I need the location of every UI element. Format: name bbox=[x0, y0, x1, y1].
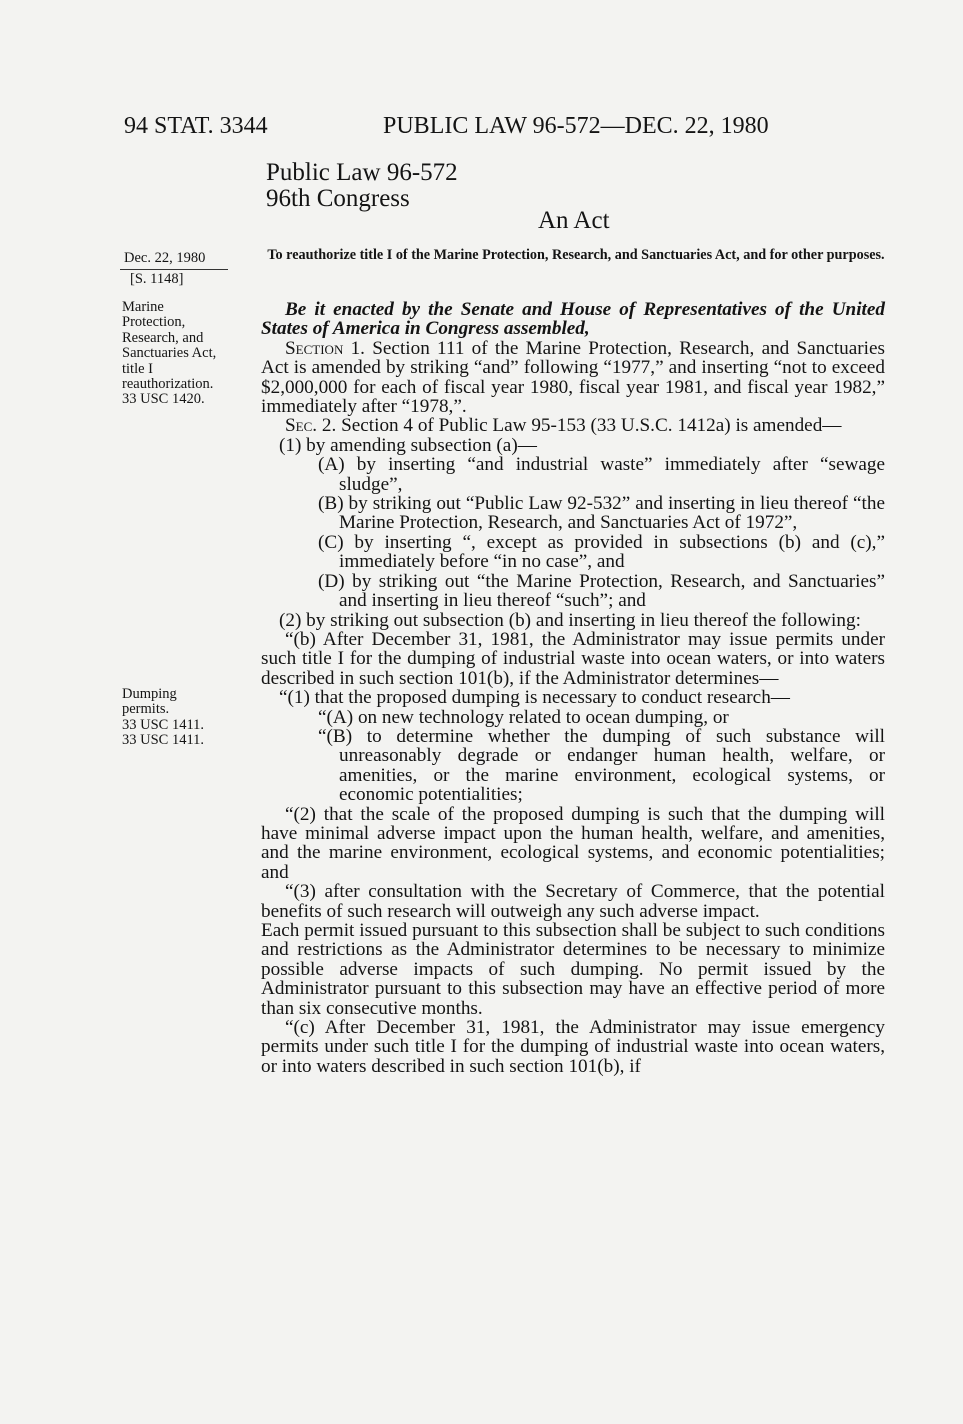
quoted-subsection-c: “(c) After December 31, 1981, the Administrator may issue emergency permits under such title I for the dumping of industrial waste into ocean waters, or into waters described in such section 101(b), if bbox=[261, 1017, 885, 1077]
subparagraph-d: (D) by striking out “the Marine Protection, Research, and Sanctuaries” and inserting in lieu thereof “such”; and bbox=[318, 570, 885, 612]
subparagraph-a: (A) by inserting “and industrial waste” immediately after “sewage sludge”, bbox=[318, 454, 885, 495]
section-1 bbox=[261, 339, 885, 417]
paragraph-1: (1) by amending subsection (a)— bbox=[279, 434, 537, 456]
permit-conditions: Each permit issued pursuant to this subsection shall be subject to such conditions and restrictions as the Administrator determines to be necessary to minimize possible adverse impacts of such dumping. No permit issued by the Administrator pursuant to this subsection may have an effective period of more than six consecutive months. bbox=[261, 920, 885, 1019]
quoted-paragraph-2: “(2) that the scale of the proposed dumping is such that the dumping will have minimal adverse impact upon the human health, welfare, and amenities, and the marine environment, ecological systems, and economic potentialities; and bbox=[261, 803, 885, 883]
section-2-text: Section 4 of Public Law 95-153 (33 U.S.C. 1412a) is amended— bbox=[336, 415, 842, 437]
act-purpose: To reauthorize title I of the Marine Protection, Research, and Sanctuaries Act, and for other purposes. bbox=[267, 247, 885, 263]
quoted-subparagraph-b: “(B) to determine whether the dumping of such substance will unreasonably degrade or endanger human health, welfare, or amenities, or the marine environment, ecological systems, or economic potentialities; bbox=[318, 725, 885, 806]
subparagraph-b: (B) by striking out “Public Law 92-532” and inserting in lieu thereof “the Marine Protection, Research, and Sanctuaries Act of 1972”, bbox=[318, 493, 885, 534]
margin-line: Dumping bbox=[122, 686, 177, 702]
quoted-paragraph-3: “(3) after consultation with the Secretary of Commerce, that the potential benefits of such research will outweigh any such adverse impact. bbox=[261, 881, 885, 922]
margin-line: 33 USC 1420. bbox=[122, 391, 205, 408]
margin-divider bbox=[120, 269, 228, 270]
section-1-label: Section 1. bbox=[285, 337, 365, 359]
subparagraph-c: (C) by inserting “, except as provided in subsections (b) and (c),” immediately before “in no case”, and bbox=[318, 531, 885, 573]
statute-citation: 94 STAT. 3344 bbox=[124, 113, 268, 139]
section-2-label: Sec. 2. bbox=[285, 415, 337, 437]
margin-date: Dec. 22, 1980 bbox=[124, 250, 206, 266]
margin-note-dumping bbox=[122, 687, 252, 749]
public-law-number: Public Law 96-572 bbox=[266, 159, 458, 186]
margin-line: Sanctuaries Act, bbox=[122, 345, 217, 362]
margin-line: reauthorization. bbox=[122, 376, 214, 393]
enacting-clause: Be it enacted by the Senate and House of Representatives of the United States of America in Congress assembled, bbox=[261, 299, 885, 340]
margin-bill-number: [S. 1148] bbox=[130, 271, 184, 287]
congress-number: 96th Congress bbox=[266, 185, 410, 212]
margin-line: Protection, bbox=[122, 314, 186, 331]
margin-line: title I bbox=[122, 360, 154, 377]
margin-line: permits. bbox=[122, 701, 170, 718]
margin-line: Research, and bbox=[122, 329, 204, 346]
quoted-subsection-b: “(b) After December 31, 1981, the Administrator may issue permits under such title I for the dumping of industrial waste into ocean waters, or into waters described in such section 101(b), if the Administrator determines— bbox=[261, 628, 885, 689]
paragraph-2: (2) by striking out subsection (b) and inserting in lieu thereof the following: bbox=[279, 609, 861, 631]
section-1-text: Section 111 of the Marine Protection, Research, and Sanctuaries Act is amended by striking “and” following “1977,” and inserting “not to exceed $2,000,000 for each of fiscal year 1980, fiscal year 1981, and fiscal year 1982,” immediately after “1978,”. bbox=[261, 337, 885, 418]
margin-line: 33 USC 1411. bbox=[122, 716, 205, 733]
quoted-paragraph-1: “(1) that the proposed dumping is necessary to conduct research— bbox=[279, 687, 790, 709]
margin-line: Marine bbox=[122, 299, 164, 315]
section-2 bbox=[261, 416, 885, 435]
margin-line: 33 USC 1411. bbox=[122, 732, 205, 749]
running-header: PUBLIC LAW 96-572—DEC. 22, 1980 bbox=[383, 113, 769, 139]
quoted-subparagraph-a: “(A) on new technology related to ocean dumping, or bbox=[318, 706, 729, 728]
an-act-heading: An Act bbox=[538, 207, 610, 234]
margin-note-reauthorization bbox=[122, 300, 252, 408]
statute-body bbox=[261, 300, 885, 1076]
